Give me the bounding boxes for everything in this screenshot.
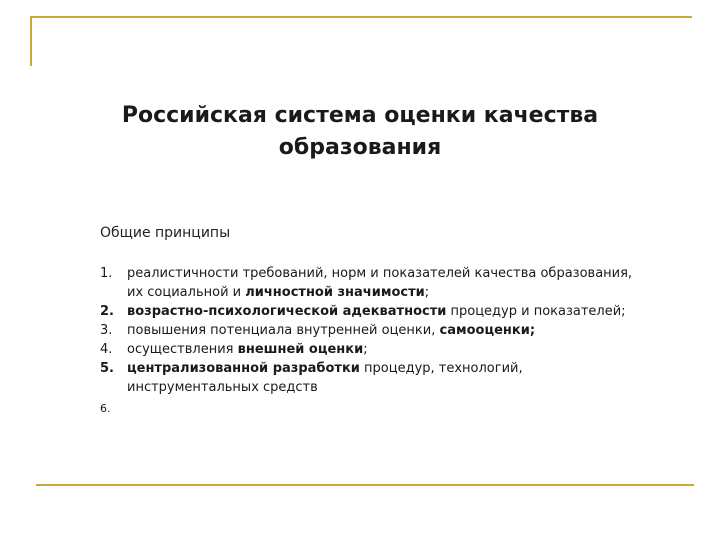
text-part: ; [424, 285, 430, 300]
frame-left-line [30, 16, 32, 66]
frame-top-line [30, 16, 692, 18]
item-number: 1. [100, 266, 113, 281]
item-text [127, 399, 660, 418]
bold-text: внешней оценки [237, 342, 364, 357]
text-part: повышения потенциала внутренней оценки, [127, 323, 440, 338]
list-item [100, 302, 660, 321]
item-line [127, 359, 660, 378]
item-line: реалистичности требований, норм и показателей качества образования, [127, 266, 633, 281]
item-number: 6. [100, 402, 111, 415]
slide-title [0, 100, 720, 164]
title-line-2: образования [278, 135, 442, 160]
text-part: процедур и показателей; [446, 304, 626, 319]
bold-text: централизованной разработки [127, 361, 360, 376]
list-item [100, 359, 660, 397]
list-item [100, 399, 660, 418]
principles-list [100, 264, 660, 418]
item-number: 5. [100, 361, 114, 376]
bold-text: самооценки; [439, 323, 536, 338]
item-text [127, 321, 660, 340]
list-item [100, 264, 660, 302]
item-text [127, 264, 660, 302]
item-line: инструментальных средств [127, 380, 318, 395]
item-text [127, 302, 660, 321]
item-number: 4. [100, 342, 113, 357]
bold-text: возрастно-психологической адекватности [127, 304, 447, 319]
text-part: процедур, технологий, [359, 361, 523, 376]
text-part: их социальной и [127, 285, 246, 300]
list-item [100, 321, 660, 340]
item-number: 2. [100, 304, 114, 319]
item-text [127, 340, 660, 359]
title-line-1: Российская система оценки качества [121, 103, 599, 128]
subtitle: Общие принципы [100, 225, 231, 241]
frame-bottom-line [36, 484, 694, 486]
item-text [127, 359, 660, 397]
text-part: ; [363, 342, 368, 357]
item-number: 3. [100, 323, 113, 338]
item-line [127, 283, 660, 302]
text-part: осуществления [127, 342, 238, 357]
list-item [100, 340, 660, 359]
bold-text: личностной значимости [245, 285, 425, 300]
